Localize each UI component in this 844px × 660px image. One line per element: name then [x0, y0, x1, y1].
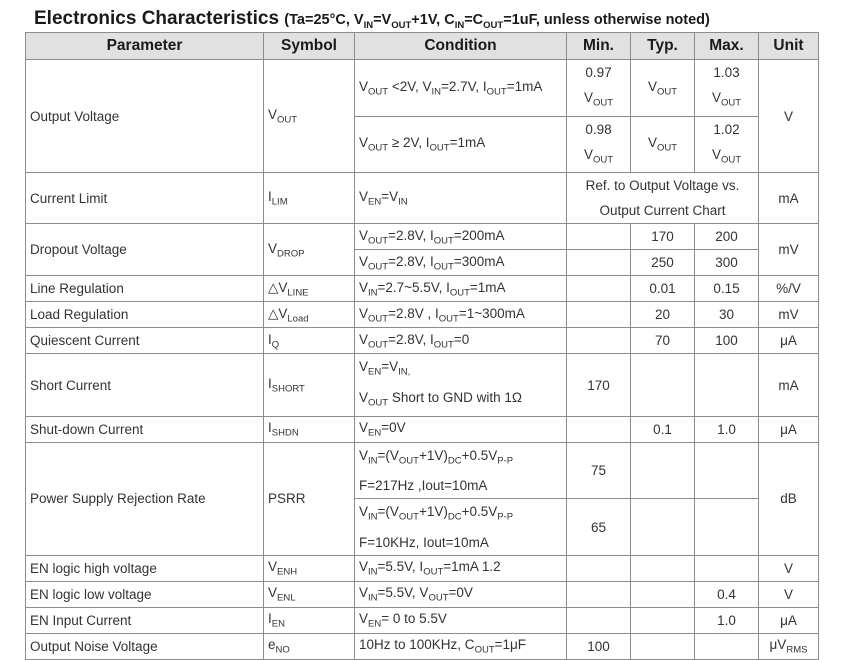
param-line-regulation: Line Regulation — [26, 276, 264, 302]
max-output-voltage-a: 1.03 $V_{OUT}$ — [695, 60, 759, 117]
max-psrr-a — [695, 442, 759, 499]
unit-load-regulation: mV — [759, 302, 819, 328]
symbol-en-low: $V_{ENL}$ — [264, 582, 355, 608]
max-noise — [695, 634, 759, 660]
typ-psrr-b — [631, 499, 695, 556]
param-output-voltage: Output Voltage — [26, 60, 264, 173]
title-conditions: (Ta=25°C, $V_{IN}=V_{OUT}+1V$, $C_{IN}=C_{OUT}=1uF$, unless otherwise noted) — [284, 12, 710, 31]
table-row — [26, 302, 819, 328]
symbol-dropout: $V_{DROP}$ — [264, 224, 355, 276]
unit-quiescent: μA — [759, 328, 819, 354]
param-shutdown: Shut-down Current — [26, 416, 264, 442]
symbol-load-regulation: $\triangle V_{Load}$ — [264, 302, 355, 328]
table-row — [26, 556, 819, 582]
param-short-current: Short Current — [26, 354, 264, 416]
typ-en-high — [631, 556, 695, 582]
unit-dropout: mV — [759, 224, 819, 276]
max-dropout-a: 200 — [695, 224, 759, 250]
param-noise: Output Noise Voltage — [26, 634, 264, 660]
symbol-current-limit: $I_{LIM}$ — [264, 173, 355, 224]
typ-psrr-a — [631, 442, 695, 499]
symbol-shutdown: $I_{SHDN}$ — [264, 416, 355, 442]
typ-dropout-a: 170 — [631, 224, 695, 250]
condition-en-input: $V_{EN}= 0$ to 5.5V — [355, 608, 567, 634]
max-psrr-b — [695, 499, 759, 556]
unit-current-limit: mA — [759, 173, 819, 224]
max-shutdown: 1.0 — [695, 416, 759, 442]
unit-en-high: V — [759, 556, 819, 582]
unit-line-regulation: %/V — [759, 276, 819, 302]
typ-output-voltage-b: $V_{OUT}$ — [631, 116, 695, 173]
typ-quiescent: 70 — [631, 328, 695, 354]
param-current-limit: Current Limit — [26, 173, 264, 224]
unit-output-voltage: V — [759, 60, 819, 173]
symbol-psrr: PSRR — [264, 442, 355, 555]
condition-dropout-b: $V_{OUT}=2.8V$, $I_{OUT}=300mA$ — [355, 250, 567, 276]
header-condition: Condition — [355, 33, 567, 60]
symbol-noise: $e_{NO}$ — [264, 634, 355, 660]
table-row — [26, 328, 819, 354]
unit-shutdown: μA — [759, 416, 819, 442]
typ-load-regulation: 20 — [631, 302, 695, 328]
ref-current-limit: Ref. to Output Voltage vs. Output Current Chart — [567, 173, 759, 224]
header-unit: Unit — [759, 33, 819, 60]
page-title — [34, 8, 710, 31]
condition-current-limit: $V_{EN}=V_{IN}$ — [355, 173, 567, 224]
symbol-en-input: $I_{EN}$ — [264, 608, 355, 634]
table-row — [26, 276, 819, 302]
condition-psrr-b: $V_{IN}=(V_{OUT}+1V)_{DC}+0.5V_{P-P}$ F=10KHz, Iout=10mA — [355, 499, 567, 556]
typ-line-regulation: 0.01 — [631, 276, 695, 302]
min-en-input — [567, 608, 631, 634]
max-dropout-b: 300 — [695, 250, 759, 276]
table-row — [26, 354, 819, 416]
condition-output-voltage-a: $V_{OUT} <2V$, $V_{IN}=2.7V$, $I_{OUT}=1mA$ — [355, 60, 567, 117]
characteristics-table — [25, 32, 819, 660]
max-en-low: 0.4 — [695, 582, 759, 608]
max-en-input: 1.0 — [695, 608, 759, 634]
unit-short-current: mA — [759, 354, 819, 416]
table-row — [26, 442, 819, 499]
typ-noise — [631, 634, 695, 660]
min-noise: 100 — [567, 634, 631, 660]
min-en-high — [567, 556, 631, 582]
min-dropout-a — [567, 224, 631, 250]
min-quiescent — [567, 328, 631, 354]
table-row — [26, 173, 819, 224]
table-row — [26, 60, 819, 117]
table-row — [26, 608, 819, 634]
typ-en-input — [631, 608, 695, 634]
typ-short-current — [631, 354, 695, 416]
header-max: Max. — [695, 33, 759, 60]
param-en-high: EN logic high voltage — [26, 556, 264, 582]
unit-en-input: μA — [759, 608, 819, 634]
condition-dropout-a: $V_{OUT}=2.8V$, $I_{OUT}=200mA$ — [355, 224, 567, 250]
table-row — [26, 582, 819, 608]
max-quiescent: 100 — [695, 328, 759, 354]
header-parameter: Parameter — [26, 33, 264, 60]
min-short-current: 170 — [567, 354, 631, 416]
typ-shutdown: 0.1 — [631, 416, 695, 442]
min-dropout-b — [567, 250, 631, 276]
typ-dropout-b: 250 — [631, 250, 695, 276]
table-header-row — [26, 33, 819, 60]
table-row — [26, 634, 819, 660]
symbol-short-current: $I_{SHORT}$ — [264, 354, 355, 416]
unit-psrr: dB — [759, 442, 819, 555]
min-psrr-b: 65 — [567, 499, 631, 556]
condition-line-regulation: $V_{IN}=2.7\sim 5.5V$, $I_{OUT}=1mA$ — [355, 276, 567, 302]
min-load-regulation — [567, 302, 631, 328]
param-dropout: Dropout Voltage — [26, 224, 264, 276]
condition-short-current: $V_{EN}=V_{IN,}$ $V_{OUT}$ Short to GND with 1Ω — [355, 354, 567, 416]
condition-shutdown: $V_{EN}=0V$ — [355, 416, 567, 442]
symbol-quiescent: $I_Q$ — [264, 328, 355, 354]
symbol-en-high: $V_{ENH}$ — [264, 556, 355, 582]
min-psrr-a: 75 — [567, 442, 631, 499]
condition-load-regulation: $V_{OUT}=2.8V$ , $I_{OUT}=1\sim 300mA$ — [355, 302, 567, 328]
max-en-high — [695, 556, 759, 582]
param-load-regulation: Load Regulation — [26, 302, 264, 328]
min-en-low — [567, 582, 631, 608]
max-short-current — [695, 354, 759, 416]
condition-en-low: $V_{IN}=5.5V$, $V_{OUT}=0V$ — [355, 582, 567, 608]
param-quiescent: Quiescent Current — [26, 328, 264, 354]
param-en-input: EN Input Current — [26, 608, 264, 634]
table-row — [26, 224, 819, 250]
header-typ: Typ. — [631, 33, 695, 60]
min-line-regulation — [567, 276, 631, 302]
condition-output-voltage-b: $V_{OUT} \ge 2V$, $I_{OUT}=1mA$ — [355, 116, 567, 173]
condition-en-high: $V_{IN}=5.5V$, $I_{OUT}=1mA$ 1.2 — [355, 556, 567, 582]
max-line-regulation: 0.15 — [695, 276, 759, 302]
min-output-voltage-b: 0.98 $V_{OUT}$ — [567, 116, 631, 173]
typ-output-voltage-a: $V_{OUT}$ — [631, 60, 695, 117]
table-row — [26, 416, 819, 442]
param-psrr: Power Supply Rejection Rate — [26, 442, 264, 555]
unit-noise: $\mu V_{RMS}$ — [759, 634, 819, 660]
title-main: Electronics Characteristics — [34, 8, 280, 29]
unit-en-low: V — [759, 582, 819, 608]
condition-quiescent: $V_{OUT}=2.8V$, $I_{OUT}=0$ — [355, 328, 567, 354]
min-output-voltage-a: 0.97 $V_{OUT}$ — [567, 60, 631, 117]
max-load-regulation: 30 — [695, 302, 759, 328]
header-symbol: Symbol — [264, 33, 355, 60]
min-shutdown — [567, 416, 631, 442]
max-output-voltage-b: 1.02 $V_{OUT}$ — [695, 116, 759, 173]
typ-en-low — [631, 582, 695, 608]
symbol-output-voltage: $V_{OUT}$ — [264, 60, 355, 173]
condition-noise: 10Hz to 100KHz, $C_{OUT}=1\mu F$ — [355, 634, 567, 660]
condition-psrr-a: $V_{IN}=(V_{OUT}+1V)_{DC}+0.5V_{P-P}$ F=217Hz ,Iout=10mA — [355, 442, 567, 499]
header-min: Min. — [567, 33, 631, 60]
symbol-line-regulation: $\triangle V_{LINE}$ — [264, 276, 355, 302]
param-en-low: EN logic low voltage — [26, 582, 264, 608]
